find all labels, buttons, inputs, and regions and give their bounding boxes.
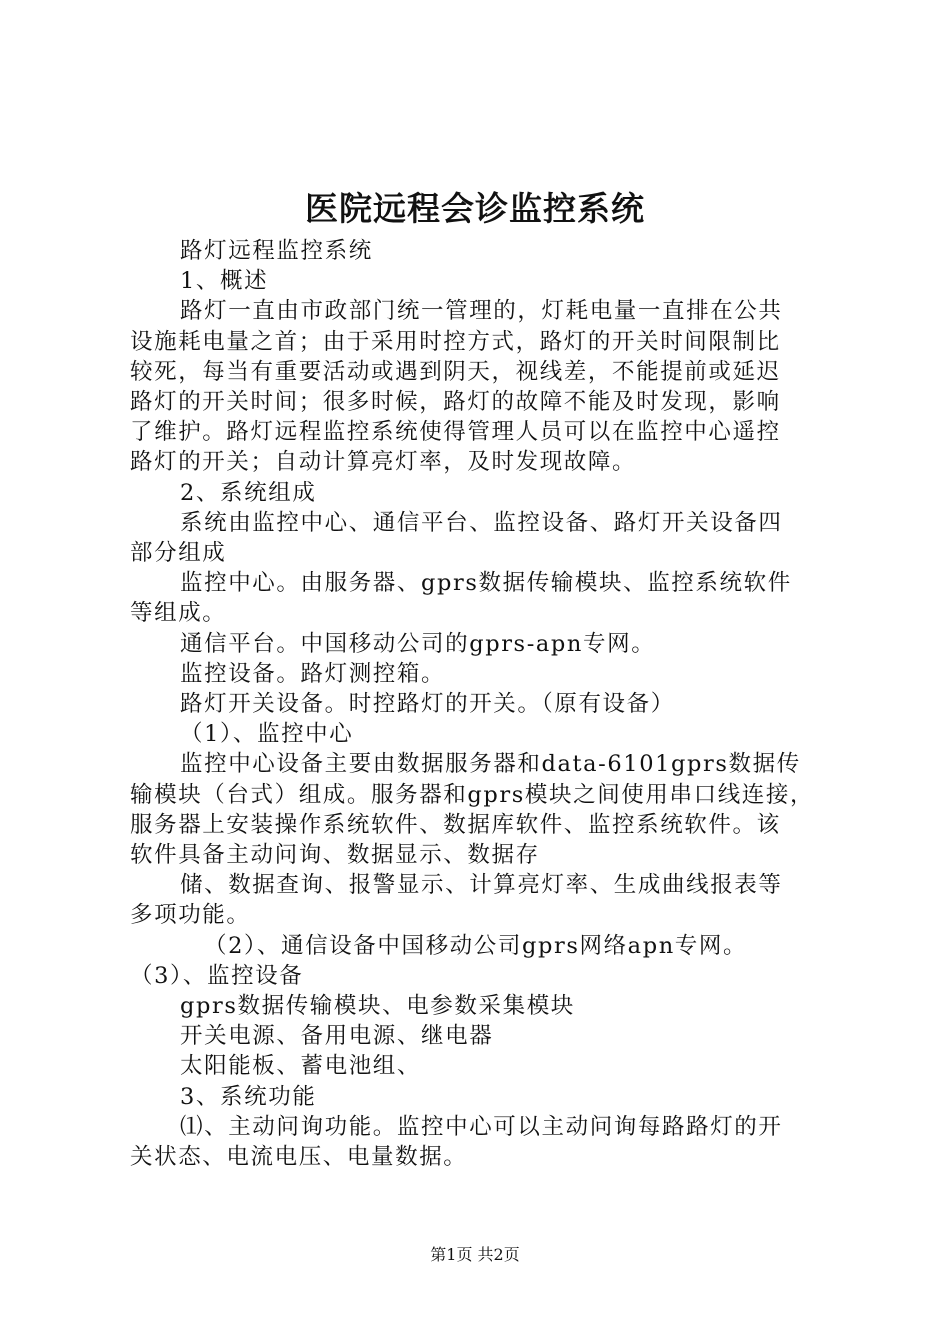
text-line: 部分组成	[130, 540, 227, 567]
section-heading: 3、系统功能	[180, 1083, 317, 1110]
section-heading: 2、系统组成	[180, 479, 317, 506]
subsection-heading: （3）、监控设备	[130, 962, 304, 989]
document-title: 医院远程会诊监控系统	[305, 189, 645, 228]
text-line: 服务器上安装操作系统软件、数据库软件、监控系统软件。该	[130, 811, 781, 838]
text-line: 等组成。	[130, 600, 227, 627]
text-line: 储、数据查询、报警显示、计算亮灯率、生成曲线报表等	[180, 872, 783, 899]
page-number: 第1页 共2页	[430, 1245, 520, 1264]
text-line: 太阳能板、蓄电池组、	[180, 1053, 422, 1080]
text-line: 输模块（台式）组成。服务器和gprs模块之间使用串口线连接，	[130, 781, 815, 808]
text-line: 设施耗电量之首；由于采用时控方式，路灯的开关时间限制比	[130, 328, 781, 355]
text-line: 路灯一直由市政部门统一管理的，灯耗电量一直排在公共	[180, 298, 783, 325]
text-line: 通信平台。中国移动公司的gprs-apn专网。	[180, 630, 656, 657]
text-line: 路灯的开关；自动计算亮灯率，及时发现故障。	[130, 449, 637, 476]
text-line: 了维护。路灯远程监控系统使得管理人员可以在监控中心遥控	[130, 419, 781, 446]
text-line: ⑴、主动问询功能。监控中心可以主动问询每路路灯的开	[180, 1113, 783, 1140]
text-line: 路灯开关设备。时控路灯的开关。（原有设备）	[180, 691, 675, 718]
text-line: 较死，每当有重要活动或遇到阴天，视线差，不能提前或延迟	[130, 358, 781, 385]
text-line: 监控设备。路灯测控箱。	[180, 660, 446, 687]
text-line: 路灯远程监控系统	[180, 238, 373, 264]
text-line: 软件具备主动问询、数据显示、数据存	[130, 842, 540, 869]
text-line: 路灯的开关时间；很多时候，路灯的故障不能及时发现，影响	[130, 389, 781, 416]
text-line: gprs数据传输模块、电参数采集模块	[180, 993, 575, 1020]
section-heading: 1、概述	[180, 268, 269, 295]
document-body	[130, 236, 834, 1172]
subsection-heading: （2）、通信设备中国移动公司gprs网络apn专网。	[204, 932, 748, 959]
text-line: 多项功能。	[130, 902, 251, 929]
text-line: 监控中心设备主要由数据服务器和data-6101gprs数据传	[180, 751, 801, 778]
text-line: 监控中心。由服务器、gprs数据传输模块、监控系统软件	[180, 570, 792, 597]
text-line: 开关电源、备用电源、继电器	[180, 1023, 494, 1050]
text-line: 关状态、电流电压、电量数据。	[130, 1144, 468, 1171]
subsection-heading: （1）、监控中心	[180, 721, 354, 748]
text-line: 系统由监控中心、通信平台、监控设备、路灯开关设备四	[180, 509, 783, 536]
